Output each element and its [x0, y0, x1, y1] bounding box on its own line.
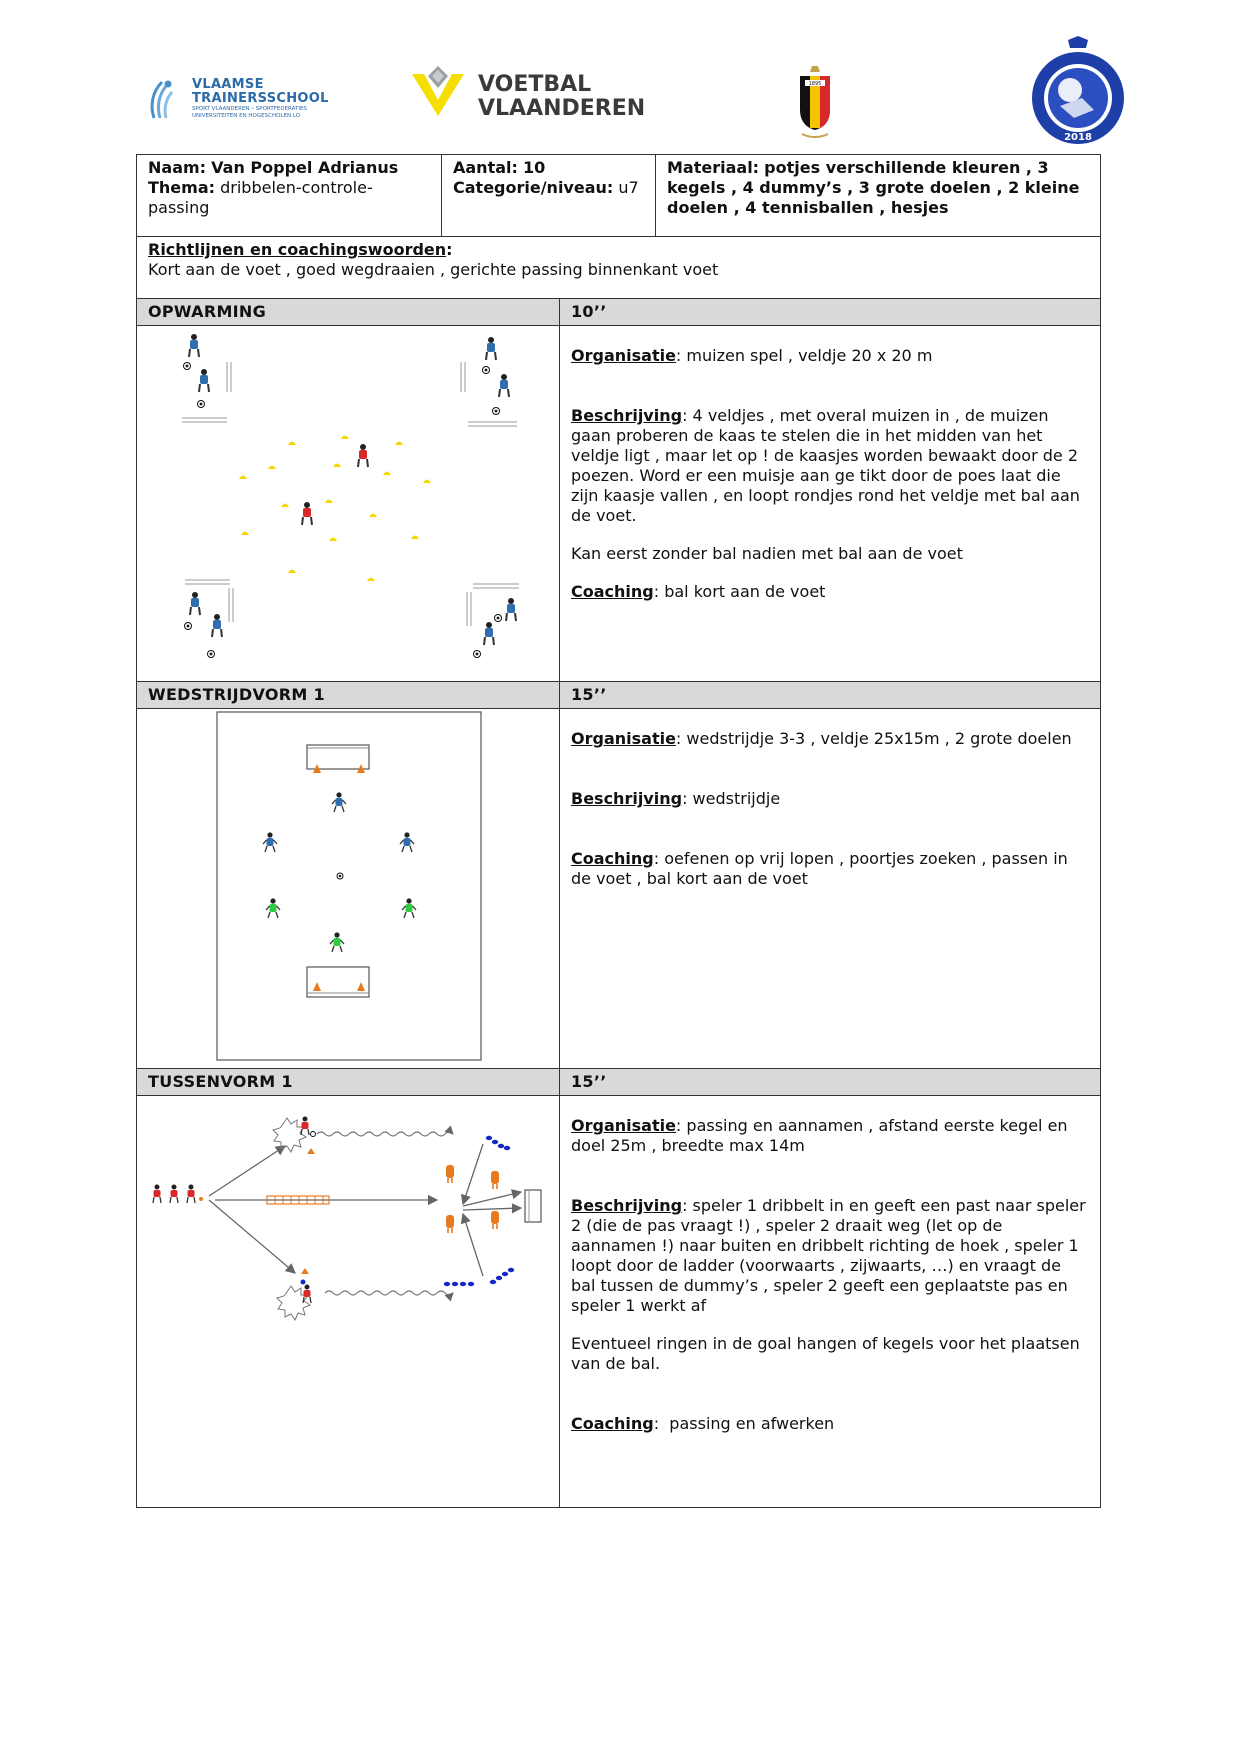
- player-blue: [484, 622, 494, 645]
- player-blue: [190, 592, 200, 615]
- ball-icon: [474, 651, 481, 658]
- ball-icon: [184, 363, 191, 370]
- kfc-badge-icon: [1030, 36, 1126, 152]
- marker-icon: [498, 1144, 504, 1148]
- section-header-opwarming: [137, 299, 1101, 326]
- section-body-wedstrijdvorm: [137, 709, 1101, 1069]
- ball-icon: [495, 615, 502, 622]
- cheese-cone-icon: [383, 472, 391, 476]
- ball-icon: [311, 1132, 316, 1137]
- section-body-opwarming: [137, 326, 1101, 682]
- cheese-cone-icon: [333, 464, 341, 468]
- logo-bar: [0, 0, 1240, 150]
- tussenvorm-diagram-cell: [137, 1096, 560, 1508]
- cheese-cone-icon: [367, 578, 375, 582]
- cheese-cone-icon: [288, 570, 296, 574]
- naam-thema-cell: [137, 155, 442, 237]
- cone-icon: [307, 1148, 315, 1154]
- player-queue: [153, 1185, 203, 1204]
- center-zone: [239, 436, 431, 582]
- marker-icon: [452, 1282, 458, 1286]
- cheese-cone-icon: [241, 532, 249, 536]
- coaching-text: oefenen op vrij lopen , poortjes zoeken , passen in de voet , bal kort aan de voet: [571, 849, 1068, 888]
- vts-title-1: VLAAMSE: [192, 77, 264, 92]
- thema-label: Thema:: [148, 178, 216, 197]
- player-red: [301, 1117, 309, 1136]
- marker-icon: [492, 1140, 498, 1144]
- cheese-cone-icon: [288, 442, 296, 446]
- dummy-icon: [491, 1211, 499, 1229]
- coaching-text: passing en afwerken: [664, 1414, 835, 1433]
- belgian-fa-crest-logo: [790, 64, 840, 140]
- coaching-label: Coaching: [571, 849, 654, 868]
- section-duration: 15’’: [560, 1069, 1101, 1096]
- cheese-cone-icon: [423, 480, 431, 484]
- section-title: OPWARMING: [137, 299, 560, 326]
- categorie-value: u7: [618, 178, 639, 197]
- beschrijving-text: speler 1 dribbelt in en geeft een past naar speler 2 (die de pas vraagt !) , speler 2 draait weg (let op de aannamen !) naar buiten en dribbelt richting de hoek , speler 1 loopt door de ladder (voorwaarts , zijwaarts, …) en vraagt de bal tussen de dummy’s , speler 2 geeft een geplaatste pas en speler 1 werkt af: [571, 1196, 1086, 1315]
- richtlijnen-text: Kort aan de voet , goed wegdraaien , gerichte passing binnenkant voet: [148, 260, 719, 279]
- vlaamse-trainersschool-logo: [148, 74, 329, 124]
- beschrijving-label: Beschrijving: [571, 1196, 683, 1215]
- marker-icon: [490, 1280, 496, 1284]
- cheese-cone-icon: [329, 538, 337, 542]
- marker-icon: [444, 1282, 450, 1286]
- richtlijnen-row: [137, 237, 1101, 299]
- beschrijving-text: wedstrijdje: [692, 789, 781, 808]
- vv-title-1: VOETBAL: [478, 72, 592, 97]
- player-red: [153, 1185, 161, 1204]
- section-body-tussenvorm: [137, 1096, 1101, 1508]
- materiaal-value: potjes verschillende kleuren , 3 kegels , 4 dummy’s , 3 grote doelen , 2 kleine doelen , 4 tennisballen , hesjes: [667, 158, 1080, 217]
- vts-subtitle-2: UNIVERSITEITEN EN HOGESCHOLEN LO: [192, 113, 301, 119]
- cone-icon: [301, 1268, 309, 1274]
- section-title: TUSSENVORM 1: [137, 1069, 560, 1096]
- tussenvorm-diagram: [137, 1096, 560, 1502]
- vts-subtitle-1: SPORT VLAANDEREN – SPORTFEDERATIES: [192, 106, 307, 112]
- top-station: [273, 1117, 453, 1155]
- training-sheet-table: [136, 154, 1101, 1508]
- ball-icon: [337, 873, 343, 879]
- ball-icon: [301, 1280, 306, 1285]
- ball-icon: [483, 367, 490, 374]
- voetbal-vlaanderen-logo: [408, 66, 646, 126]
- cheese-cone-icon: [325, 500, 333, 504]
- vts-mark-icon: [148, 78, 178, 120]
- beschrijving-label: Beschrijving: [571, 789, 683, 808]
- marker-icon: [508, 1268, 514, 1272]
- beschrijving-text: 4 veldjes , met overal muizen in , de muizen gaan proberen de kaas te stelen die in het midden van het veldje ligt , maar let op ! de kaasjes worden bewaakt door de 2 poezen. Word er een muisje aan ge tikt door de poes laat die zijn kaasje vallen , en loopt rondjes rond het veldje met bal aan de voet.: [571, 406, 1080, 525]
- aantal-categorie-cell: [442, 155, 656, 237]
- wedstrijdvorm-diagram-cell: [137, 709, 560, 1069]
- categorie-label: Categorie/niveau:: [453, 178, 614, 197]
- naam-label: Naam:: [148, 158, 207, 177]
- organisatie-label: Organisatie: [571, 346, 676, 365]
- thema-value: dribbelen-controle-passing: [148, 178, 373, 217]
- materiaal-label: Materiaal:: [667, 158, 760, 177]
- beschrijving-label: Beschrijving: [571, 406, 683, 425]
- player-blue: [189, 334, 199, 357]
- organisatie-text: wedstrijdje 3-3 , veldje 25x15m , 2 grote doelen: [686, 729, 1072, 748]
- player-blue: [499, 374, 509, 397]
- header-row: [137, 155, 1101, 237]
- marker-icon: [460, 1282, 466, 1286]
- cheese-cone-icon: [239, 476, 247, 480]
- materiaal-cell: [656, 155, 1101, 237]
- vv-title-2: VLAANDEREN: [478, 96, 646, 121]
- dummy-icon: [491, 1171, 499, 1189]
- cheese-cone-icon: [395, 442, 403, 446]
- cheese-cone-icon: [369, 514, 377, 518]
- aantal-label: Aantal:: [453, 158, 518, 177]
- opwarming-diagram: [137, 326, 560, 676]
- wedstrijdvorm-text-cell: Organisatie: wedstrijdje 3-3 , veldje 25x15m , 2 grote doelen Beschrijving: wedstrijdje Coaching: oefenen op vrij lopen , poortjes zoeken , passen in de voet , bal kort aan de voet: [560, 709, 1101, 1069]
- organisatie-text: muizen spel , veldje 20 x 20 m: [686, 346, 933, 365]
- section-title: WEDSTRIJDVORM 1: [137, 682, 560, 709]
- kfc-year: 2018: [1064, 132, 1092, 143]
- player-blue: [506, 598, 516, 621]
- field-top-left: [182, 334, 231, 422]
- cheese-cone-icon: [268, 466, 276, 470]
- start-cone-icon: [199, 1197, 203, 1201]
- coaching-label: Coaching: [571, 1414, 654, 1433]
- aantal-value: 10: [523, 158, 546, 177]
- belgium-crest-icon: [790, 64, 840, 140]
- section-header-tussenvorm: [137, 1069, 1101, 1096]
- dummy-icon: [446, 1215, 454, 1233]
- bottom-station: [277, 1268, 453, 1320]
- extra-text: Eventueel ringen in de goal hangen of kegels voor het plaatsen van de bal.: [571, 1334, 1080, 1373]
- opwarming-diagram-cell: [137, 326, 560, 682]
- cheese-cone-icon: [341, 436, 349, 440]
- opwarming-text-cell: Organisatie: muizen spel , veldje 20 x 20 m Beschrijving: 4 veldjes , met overal muizen in , de muizen gaan proberen de kaas te stelen die in het midden van het veldje ligt , maar let op ! de kaasjes worden bewaakt door de 2 poezen. Word er een muisje aan ge tikt door de poes laat die zijn kaasje vallen , en loopt rondjes rond het veldje met bal aan de voet. Kan eerst zonder bal nadien met bal aan de voet Coaching: bal kort aan de voet: [560, 326, 1101, 682]
- ball-icon: [198, 401, 205, 408]
- ball-icon: [185, 623, 192, 630]
- field-bottom-right: [467, 584, 519, 658]
- pitch-outline: [217, 712, 481, 1060]
- vts-title-2: TRAINERSSCHOOL: [192, 91, 329, 106]
- player-blue: [486, 337, 496, 360]
- ball-icon: [208, 651, 215, 658]
- player-blue: [212, 614, 222, 637]
- cheese-cone-icon: [281, 504, 289, 508]
- cat-player-red: [358, 444, 368, 467]
- marker-icon: [496, 1276, 502, 1280]
- tussenvorm-text-cell: Organisatie: passing en aannamen , afstand eerste kegel en doel 25m , breedte max 14m Beschrijving: speler 1 dribbelt in en geeft een past naar speler 2 (die de pas vraagt !) , speler 2 draait weg (let op de aannamen !) naar buiten en dribbelt richting de hoek , speler 1 loopt door de ladder (voorwaarts , zijwaarts, …) en vraagt de bal tussen de dummy’s , speler 2 geeft een geplaatste pas en speler 1 werkt af Eventueel ringen in de goal hangen of kegels voor het plaatsen van de bal. Coaching: passing en afwerken: [560, 1096, 1101, 1508]
- field-bottom-left: [185, 580, 234, 658]
- ball-icon: [493, 408, 500, 415]
- field-top-right: [461, 337, 517, 426]
- cat-player-red: [302, 502, 312, 525]
- richtlijnen-cell: Richtlijnen en coachingswoorden: Kort aan de voet , goed wegdraaien , gerichte passing binnenkant voet: [137, 237, 1101, 299]
- vv-shield-icon: [408, 66, 468, 122]
- cheese-cone-icon: [411, 536, 419, 540]
- wedstrijdvorm-diagram: [137, 709, 560, 1063]
- organisatie-text: passing en aannamen , afstand eerste kegel en doel 25m , breedte max 14m: [571, 1116, 1068, 1155]
- coaching-text: bal kort aan de voet: [664, 582, 826, 601]
- naam-value: Van Poppel Adrianus: [211, 158, 399, 177]
- organisatie-label: Organisatie: [571, 729, 676, 748]
- section-duration: 15’’: [560, 682, 1101, 709]
- small-goal: [525, 1190, 541, 1222]
- coaching-label: Coaching: [571, 582, 654, 601]
- dummy-icon: [446, 1165, 454, 1183]
- marker-icon: [468, 1282, 474, 1286]
- marker-icon: [486, 1136, 492, 1140]
- richtlijnen-label: Richtlijnen en coachingswoorden: [148, 240, 447, 259]
- marker-icon: [504, 1146, 510, 1150]
- player-blue: [199, 369, 209, 392]
- kfc-paal-tervant-logo: [1030, 36, 1126, 152]
- player-red: [187, 1185, 195, 1204]
- extra-text: Kan eerst zonder bal nadien met bal aan de voet: [571, 544, 963, 563]
- section-header-wedstrijdvorm: [137, 682, 1101, 709]
- crest-year: 1895: [808, 81, 822, 87]
- organisatie-label: Organisatie: [571, 1116, 676, 1135]
- section-duration: 10’’: [560, 299, 1101, 326]
- player-red: [170, 1185, 178, 1204]
- marker-icon: [502, 1272, 508, 1276]
